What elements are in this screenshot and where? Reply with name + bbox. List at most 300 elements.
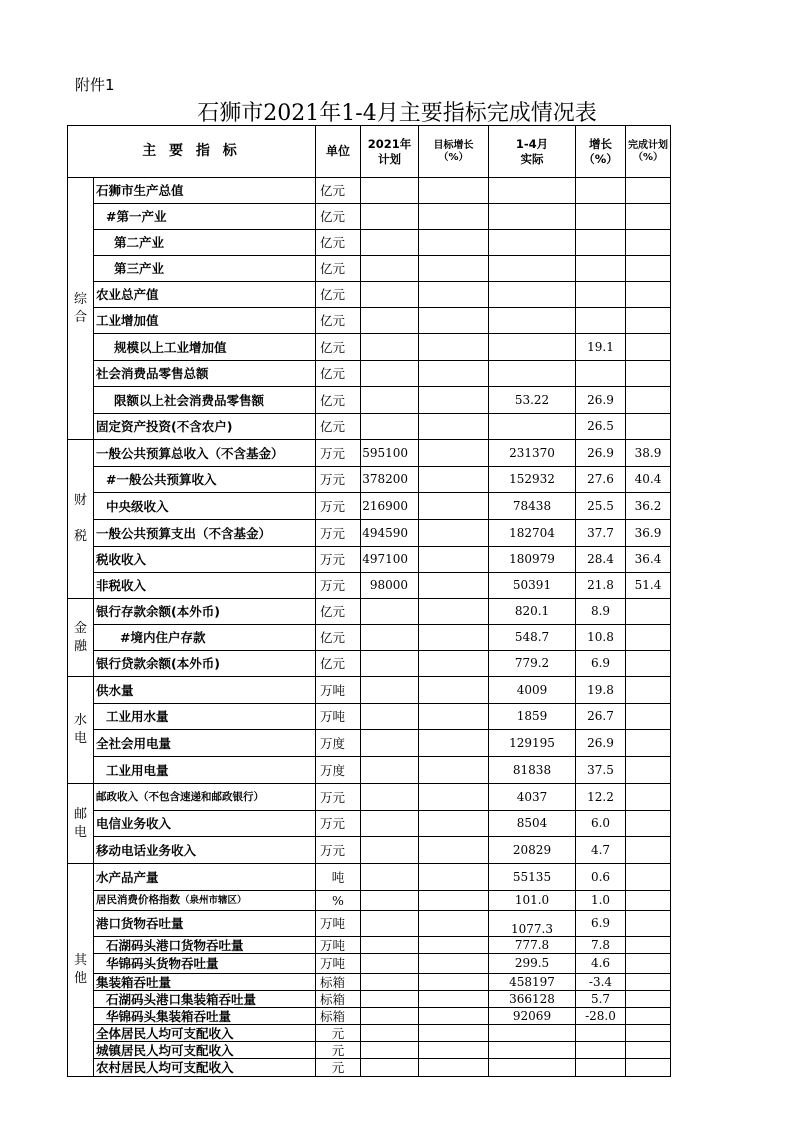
plan-cell (361, 599, 419, 625)
actual-cell (489, 1059, 576, 1077)
indicator-name (94, 730, 316, 757)
indicator-name (94, 547, 316, 573)
indicator-name-text: 农村居民人均可支配收入 (96, 1060, 234, 1075)
target-cell (419, 282, 489, 308)
indicator-name-text: 第二产业 (114, 235, 165, 250)
completion-cell (626, 334, 671, 361)
growth-cell: 26.7 (576, 704, 626, 730)
table-row (68, 1025, 671, 1042)
unit-cell: 标箱 (316, 991, 361, 1008)
actual-cell: 20829 (489, 837, 576, 864)
table-row (68, 651, 671, 677)
category-label: 综合 (73, 291, 87, 325)
indicator-name (94, 811, 316, 837)
indicator-name-text: 限额以上社会消费品零售额 (114, 392, 265, 408)
table-row (68, 954, 671, 974)
plan-cell (361, 282, 419, 308)
target-cell (419, 308, 489, 334)
category-cell (68, 784, 94, 864)
target-cell (419, 1042, 489, 1059)
indicator-name (94, 493, 316, 520)
table-row (68, 520, 671, 547)
unit-cell: 亿元 (316, 256, 361, 282)
actual-cell: 548.7 (489, 625, 576, 651)
actual-cell: 8504 (489, 811, 576, 837)
indicator-name (94, 573, 316, 599)
growth-cell: 19.1 (576, 334, 626, 361)
growth-cell (576, 308, 626, 334)
completion-cell: 51.4 (626, 573, 671, 599)
category-label: 金融 (73, 620, 87, 654)
completion-cell (626, 361, 671, 387)
plan-cell (361, 1059, 419, 1077)
table-row (68, 625, 671, 651)
completion-cell (626, 784, 671, 811)
indicator-name (94, 204, 316, 230)
target-cell (419, 520, 489, 547)
target-cell (419, 651, 489, 677)
growth-cell (576, 361, 626, 387)
target-cell (419, 974, 489, 991)
actual-cell: 50391 (489, 573, 576, 599)
completion-cell: 38.9 (626, 440, 671, 467)
page-title: 石狮市2021年1-4月主要指标完成情况表 (197, 101, 597, 126)
actual-cell: 366128 (489, 991, 576, 1008)
plan-cell (361, 864, 419, 891)
target-cell (419, 440, 489, 467)
completion-cell: 36.4 (626, 547, 671, 573)
actual-cell (489, 256, 576, 282)
unit-cell: 元 (316, 1059, 361, 1077)
category-cell (68, 864, 94, 1077)
indicator-name (94, 864, 316, 891)
unit-cell: 万吨 (316, 704, 361, 730)
table-row (68, 308, 671, 334)
target-cell (419, 467, 489, 493)
actual-cell: 180979 (489, 547, 576, 573)
indicator-name (94, 974, 316, 991)
plan-cell (361, 704, 419, 730)
indicator-name-text: 工业增加值 (96, 313, 159, 328)
table-row (68, 1059, 671, 1077)
indicator-name-text: 华锦码头集装箱吞吐量 (106, 1008, 232, 1024)
unit-cell: 万元 (316, 837, 361, 864)
completion-cell (626, 414, 671, 440)
actual-cell: 458197 (489, 974, 576, 991)
category-label: 财 (73, 493, 87, 508)
actual-cell: 231370 (489, 440, 576, 467)
indicator-name-text: 工业用水量 (106, 709, 169, 724)
actual-cell (489, 1025, 576, 1042)
target-cell (419, 230, 489, 256)
target-cell (419, 493, 489, 520)
growth-cell: 19.8 (576, 677, 626, 704)
indicator-name (94, 599, 316, 625)
indicator-name-text: 社会消费品零售总额 (96, 366, 209, 381)
table-row (68, 178, 671, 204)
completion-cell (626, 282, 671, 308)
plan-cell (361, 954, 419, 974)
unit-cell: 万吨 (316, 937, 361, 954)
indicator-name-text: 中央级收入 (106, 498, 169, 514)
unit-cell: 亿元 (316, 625, 361, 651)
actual-cell (489, 1042, 576, 1059)
plan-cell (361, 1042, 419, 1059)
indicator-name-text: 工业用电量 (106, 762, 169, 778)
indicator-name (94, 230, 316, 256)
actual-cell (489, 308, 576, 334)
attachment-label: 附件1 (75, 76, 115, 94)
header-plan: 2021年 计划 (361, 126, 419, 178)
unit-cell: 吨 (316, 864, 361, 891)
completion-cell (626, 387, 671, 414)
table-row (68, 974, 671, 991)
completion-cell (626, 891, 671, 911)
plan-cell (361, 937, 419, 954)
target-cell (419, 1025, 489, 1042)
growth-cell: 10.8 (576, 625, 626, 651)
indicator-name-text: 农业总产值 (96, 287, 159, 302)
growth-cell: 37.5 (576, 757, 626, 784)
actual-cell: 1077.3 (489, 911, 576, 937)
indicator-name-text: 城镇居民人均可支配收入 (96, 1042, 234, 1058)
table-row (68, 677, 671, 704)
indicator-name (94, 954, 316, 974)
growth-cell: 8.9 (576, 599, 626, 625)
actual-cell: 4037 (489, 784, 576, 811)
growth-cell: -3.4 (576, 974, 626, 991)
indicator-name-text: 移动电话业务收入 (96, 842, 197, 858)
indicator-name (94, 178, 316, 204)
growth-cell (576, 282, 626, 308)
category-label: 邮电 (73, 806, 87, 840)
actual-cell (489, 204, 576, 230)
table-row (68, 704, 671, 730)
actual-cell (489, 230, 576, 256)
table-row (68, 1042, 671, 1059)
table-row (68, 891, 671, 911)
unit-cell: 亿元 (316, 599, 361, 625)
table-row (68, 547, 671, 573)
unit-cell: 标箱 (316, 1008, 361, 1025)
indicator-name (94, 1042, 316, 1059)
completion-cell (626, 256, 671, 282)
header-row (68, 126, 671, 178)
actual-cell: 129195 (489, 730, 576, 757)
actual-cell: 152932 (489, 467, 576, 493)
plan-cell (361, 1008, 419, 1025)
plan-cell (361, 784, 419, 811)
actual-cell: 182704 (489, 520, 576, 547)
header-growth: 增长 （%） (576, 126, 626, 178)
table-row (68, 387, 671, 414)
plan-cell (361, 891, 419, 911)
completion-cell (626, 811, 671, 837)
growth-cell: 26.5 (576, 414, 626, 440)
plan-cell (361, 334, 419, 361)
plan-cell (361, 651, 419, 677)
growth-cell: 4.7 (576, 837, 626, 864)
completion-cell (626, 991, 671, 1008)
table-row (68, 467, 671, 493)
plan-cell (361, 387, 419, 414)
table-row (68, 1008, 671, 1025)
category-label: 水电 (73, 713, 87, 746)
target-cell (419, 937, 489, 954)
header-actual: 1-4月 实际 (489, 126, 576, 178)
target-cell (419, 784, 489, 811)
actual-cell: 55135 (489, 864, 576, 891)
indicator-name-text: 居民消费价格指数 (96, 894, 180, 906)
completion-cell (626, 974, 671, 991)
indicator-name-text: 石湖码头港口货物吞吐量 (106, 937, 244, 953)
indicator-name (94, 361, 316, 387)
actual-cell: 92069 (489, 1008, 576, 1025)
indicator-name-text: #境内住户存款 (120, 630, 206, 645)
category-cell (68, 178, 94, 440)
target-cell (419, 387, 489, 414)
plan-cell (361, 204, 419, 230)
unit-cell: 亿元 (316, 230, 361, 256)
indicator-name (94, 256, 316, 282)
unit-cell: 亿元 (316, 204, 361, 230)
unit-cell: 万度 (316, 730, 361, 757)
unit-cell: 亿元 (316, 361, 361, 387)
target-cell (419, 256, 489, 282)
plan-cell (361, 256, 419, 282)
indicator-name-text: #第一产业 (106, 209, 167, 224)
target-cell (419, 811, 489, 837)
indicator-name-text: 供水量 (96, 682, 134, 698)
completion-cell (626, 308, 671, 334)
table-row (68, 837, 671, 864)
actual-cell (489, 178, 576, 204)
indicator-name (94, 704, 316, 730)
table-row (68, 230, 671, 256)
plan-cell (361, 811, 419, 837)
indicator-name-text: 石湖码头港口集装箱吞吐量 (106, 991, 257, 1007)
indicator-name-text: 水产品产量 (96, 869, 159, 885)
plan-cell: 494590 (361, 520, 419, 547)
table-row (68, 937, 671, 954)
header-indicator: 主 要 指 标 (68, 126, 316, 178)
indicator-name (94, 677, 316, 704)
target-cell (419, 704, 489, 730)
table-row (68, 911, 671, 937)
table-row (68, 757, 671, 784)
unit-cell: 万元 (316, 784, 361, 811)
completion-cell (626, 677, 671, 704)
growth-cell (576, 1042, 626, 1059)
completion-cell (626, 911, 671, 937)
target-cell (419, 911, 489, 937)
plan-cell (361, 757, 419, 784)
indicator-name (94, 891, 316, 911)
target-cell (419, 991, 489, 1008)
growth-cell: 6.0 (576, 811, 626, 837)
category-cell (68, 677, 94, 784)
growth-cell: 5.7 (576, 991, 626, 1008)
indicator-name (94, 1025, 316, 1042)
completion-cell (626, 730, 671, 757)
plan-cell (361, 730, 419, 757)
growth-cell: 37.7 (576, 520, 626, 547)
target-cell (419, 757, 489, 784)
plan-cell (361, 911, 419, 937)
indicator-name (94, 937, 316, 954)
target-cell (419, 599, 489, 625)
unit-cell: 亿元 (316, 308, 361, 334)
indicator-name-text: 一般公共预算总收入（不含基金） (96, 445, 284, 461)
plan-cell (361, 1025, 419, 1042)
indicator-name-text: 一般公共预算支出（不含基金） (96, 525, 272, 541)
unit-cell: 标箱 (316, 974, 361, 991)
table-row (68, 256, 671, 282)
unit-cell: 亿元 (316, 282, 361, 308)
completion-cell (626, 230, 671, 256)
actual-cell: 777.8 (489, 937, 576, 954)
indicator-name (94, 757, 316, 784)
plan-cell (361, 974, 419, 991)
unit-cell: 万元 (316, 493, 361, 520)
indicator-name (94, 282, 316, 308)
table-row (68, 730, 671, 757)
completion-cell: 36.2 (626, 493, 671, 520)
target-cell (419, 414, 489, 440)
completion-cell (626, 704, 671, 730)
indicator-name-text: 全体居民人均可支配收入 (96, 1025, 234, 1041)
table-row (68, 414, 671, 440)
plan-cell (361, 361, 419, 387)
indicator-name (94, 651, 316, 677)
indicator-name-text: 石狮市生产总值 (96, 183, 184, 198)
table-row (68, 991, 671, 1008)
indicator-name (94, 1059, 316, 1077)
completion-cell (626, 837, 671, 864)
growth-cell (576, 178, 626, 204)
indicator-name (94, 387, 316, 414)
completion-cell: 40.4 (626, 467, 671, 493)
plan-cell: 216900 (361, 493, 419, 520)
table-row (68, 440, 671, 467)
growth-cell (576, 230, 626, 256)
unit-cell: % (316, 891, 361, 911)
completion-cell (626, 204, 671, 230)
completion-cell (626, 757, 671, 784)
unit-cell: 万元 (316, 467, 361, 493)
growth-cell: 4.6 (576, 954, 626, 974)
indicator-name (94, 440, 316, 467)
plan-cell (361, 414, 419, 440)
actual-cell: 820.1 (489, 599, 576, 625)
table-row (68, 493, 671, 520)
growth-cell: 26.9 (576, 730, 626, 757)
indicator-name-text: 全社会用电量 (96, 735, 172, 751)
completion-cell: 36.9 (626, 520, 671, 547)
actual-cell: 4009 (489, 677, 576, 704)
target-cell (419, 178, 489, 204)
growth-cell (576, 256, 626, 282)
target-cell (419, 730, 489, 757)
growth-cell: 27.6 (576, 467, 626, 493)
actual-cell: 78438 (489, 493, 576, 520)
completion-cell (626, 937, 671, 954)
table-row (68, 204, 671, 230)
plan-cell (361, 230, 419, 256)
plan-cell: 595100 (361, 440, 419, 467)
unit-cell: 万元 (316, 440, 361, 467)
indicator-name (94, 467, 316, 493)
plan-cell: 98000 (361, 573, 419, 599)
plan-cell: 497100 (361, 547, 419, 573)
target-cell (419, 1008, 489, 1025)
target-cell (419, 361, 489, 387)
indicator-name-text: 税收收入 (96, 552, 147, 567)
plan-cell (361, 677, 419, 704)
unit-cell: 亿元 (316, 414, 361, 440)
actual-cell (489, 334, 576, 361)
indicator-name-suffix: （泉州市辖区） (180, 895, 247, 906)
target-cell (419, 547, 489, 573)
category-cell (68, 599, 94, 677)
growth-cell: 25.5 (576, 493, 626, 520)
unit-cell: 亿元 (316, 178, 361, 204)
target-cell (419, 573, 489, 599)
plan-cell (361, 308, 419, 334)
indicator-name-text: 非税收入 (96, 578, 147, 593)
indicator-name (94, 414, 316, 440)
header-completion: 完成计划 （%） (626, 126, 671, 178)
completion-cell (626, 178, 671, 204)
actual-cell: 299.5 (489, 954, 576, 974)
indicator-name-text: 港口货物吞吐量 (96, 916, 184, 931)
completion-cell (626, 1025, 671, 1042)
unit-cell: 亿元 (316, 334, 361, 361)
indicator-name (94, 991, 316, 1008)
indicator-name-text: 银行存款余额(本外币) (96, 604, 220, 619)
table-row (68, 282, 671, 308)
category-label: 税 (73, 529, 87, 544)
plan-cell (361, 625, 419, 651)
completion-cell (626, 1008, 671, 1025)
indicator-name-text: 固定资产投资(不含农户) (96, 419, 233, 434)
growth-cell: 7.8 (576, 937, 626, 954)
category-cell (68, 440, 94, 599)
indicator-name (94, 334, 316, 361)
indicator-name (94, 911, 316, 937)
growth-cell: 6.9 (576, 911, 626, 937)
table-row (68, 599, 671, 625)
indicator-name-text: #一般公共预算收入 (106, 472, 217, 487)
target-cell (419, 204, 489, 230)
growth-cell (576, 1025, 626, 1042)
table-row (68, 811, 671, 837)
plan-cell (361, 178, 419, 204)
actual-cell: 1859 (489, 704, 576, 730)
target-cell (419, 1059, 489, 1077)
unit-cell: 万元 (316, 811, 361, 837)
target-cell (419, 334, 489, 361)
category-label: 其他 (73, 953, 87, 986)
completion-cell (626, 599, 671, 625)
unit-cell: 万元 (316, 573, 361, 599)
target-cell (419, 891, 489, 911)
completion-cell (626, 625, 671, 651)
actual-cell: 779.2 (489, 651, 576, 677)
unit-cell: 万吨 (316, 954, 361, 974)
growth-cell: 1.0 (576, 891, 626, 911)
target-cell (419, 677, 489, 704)
